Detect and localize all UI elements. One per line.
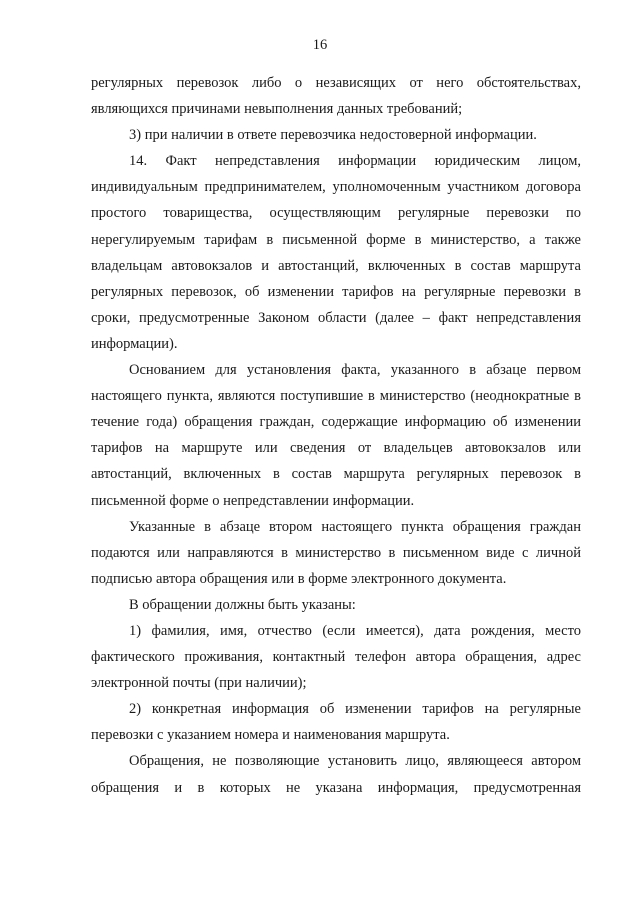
paragraph-grounds: Основанием для установления факта, указанного в абзаце первом настоящего пункта, являются поступившие в министерство (неоднократные в течение года) обращения граждан, содержащие информацию об изменении тарифов на маршруте или сведения от владельцев автовокзалов или автостанций, включенных в состав маршрута регулярных перевозок в письменной форме о непредставлении информации.: [91, 362, 581, 509]
paragraph-requirement-2: 2) конкретная информация об изменении тарифов на регулярные перевозки с указанием номера и наименования маршрута.: [91, 701, 581, 744]
paragraph-continuation: регулярных перевозок либо о независящих от него обстоятельствах, являющихся причинами невыполнения данных требований;: [91, 75, 581, 118]
page-number: 16: [312, 37, 328, 53]
paragraph-list-item-3: 3) при наличии в ответе перевозчика недостоверной информации.: [129, 127, 537, 144]
document-body: [91, 70, 581, 801]
paragraph-clause-14: 14. Факт непредставления информации юридическим лицом, индивидуальным предпринимателем, уполномоченным участником договора простого товарищества, осуществляющим регулярные перевозки по нерегулируемым тарифам в письменной форме в министерство, а также владельцам автовокзалов и автостанций, включенных в состав маршрута регулярных перевозок, об изменении тарифов на регулярные перевозки в сроки, предусмотренные Законом области (далее – факт непредставления информации).: [91, 153, 581, 352]
paragraph-anonymous-appeals: Обращения, не позволяющие установить лицо, являющееся автором обращения и в которых не указана информация, предусмотренная: [91, 753, 581, 796]
paragraph-submission: Указанные в абзаце втором настоящего пункта обращения граждан подаются или направляются в министерство в письменном виде с личной подписью автора обращения или в форме электронного документа.: [91, 518, 581, 587]
paragraph-requirement-1: 1) фамилия, имя, отчество (если имеется), дата рождения, место фактического проживания, контактный телефон автора обращения, адрес электронной почты (при наличии);: [91, 622, 581, 692]
paragraph-requirements-intro: В обращении должны быть указаны:: [129, 596, 356, 613]
